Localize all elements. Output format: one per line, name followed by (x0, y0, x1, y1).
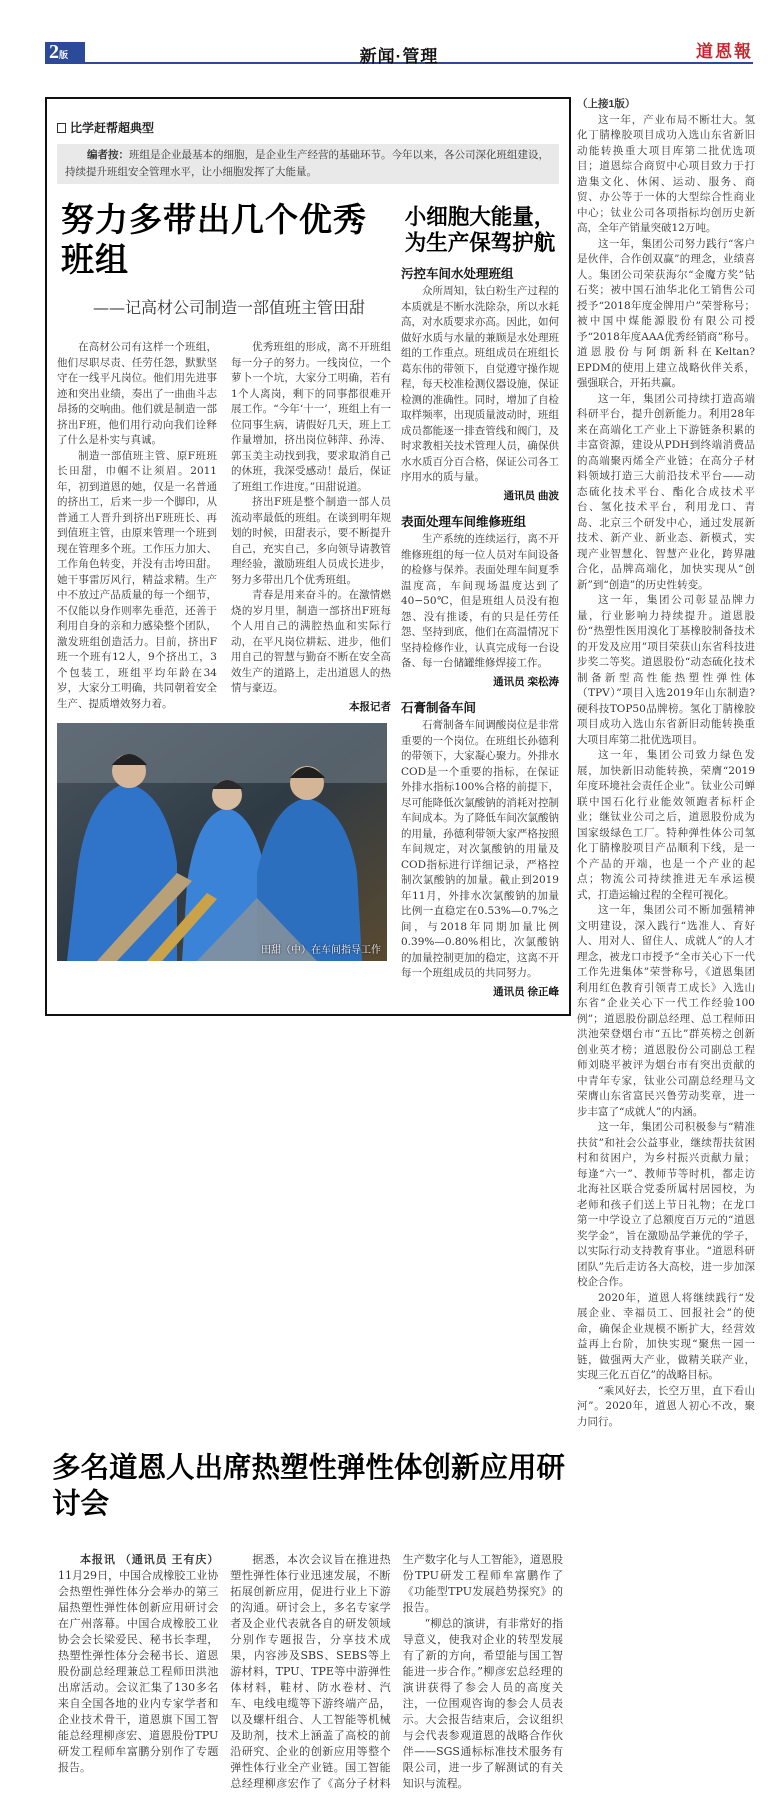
paragraph: 制造一部值班主管、原F班班长田甜，巾帼不让须眉。2011年，初到道恩的她，仅是一名普通的挤出工，后来一步一个脚印，从普通工人晋升到挤出F班班长、再到值班主管，由原来管理一个班到现在管理多个班。工作压力加大、工作角色转变，并没有击垮田甜。她干事雷厉风行，精益求精。生产中不放过产品质量的每一个细节，不仅能以身作则率先垂范，还善于利用自身的亲和力感染整个团队，激发班组创造活力。目前，挤出F班一个班有12人，9个挤出工，3个包装工，班组平均年龄在34岁，大家分工明确，共同朝着安全生产、提质增效努力着。 (57, 449, 217, 710)
paragraph: 生产系统的连续运行，离不开维修班组的每一位人员对车间设备的检修与保养。表面处理车间夏季温度高，车间现场温度达到了40−50℃，但是班组人员没有抱怨、没有推诿，有的只是任劳任怨、坚持到底，他们在高温情况下坚持检修作业，认真完成每一台设备、每一台储罐维修焊接工作。 (401, 533, 559, 669)
paragraph: 青春是用来奋斗的。在激情燃烧的岁月里，制造一部挤出F班每个人用自己的满腔热血和实际行动，在平凡岗位耕耘、进步，他们用自己的智慧与勤奋不断在安全高效生产的道路上，走出道恩人的热情与豪迈。 (231, 589, 391, 694)
story3-body (58, 1552, 563, 1792)
paragraph: “柳总的演讲，有非常好的指导意义，使我对企业的转型发展有了新的方向，希望能与国工智能进一步合作。”柳彦宏总经理的演讲获得了参会人员的高度关注，一位围观咨询的参会人员表示。大会报告结束后，会议组织与会代表参观道恩的战略合作伙伴——SGS通标标准技术服务有限公司，进一步了解测试的有关知识与流程。 (402, 1617, 563, 1790)
masthead (45, 42, 753, 64)
workshop-photo (57, 723, 387, 961)
paragraph: 据悉，本次会议旨在推进热塑性弹性体行业迅速发展，不断拓展创新应用，促进行业上下游的沟通。研讨会上，多名专家学者及企业代表就各自的研发领域分别作专题报告，分享技术成果，内容涉及SBS、SEBS等上游材料，TPU、TPE等中游弹性体材料，鞋材、防水卷材、汽车、电线电缆等下游终端产品，以及螺杆组合、人工智能等机械及助剂，技术上涵盖了高校的前沿研究、企业的创新应用等整个弹性体行业全产业链。国工智能总经理柳彦宏作了《高分子材料生产数字化与人工智能》，道恩股份TPU研发工程师牟富鹏作了《功能型TPU发展趋势探究》的报告。 (230, 1553, 563, 1790)
paragraph: 这一年，产业布局不断壮大。氢化丁腈橡胶项目成功入选山东省新旧动能转换重大项目库第二批优选项目；道恩综合商贸中心项目致力于打造集文化、休闲、运动、服务、商贸、办公等于一体的大型综合性商业中心；钛业公司各项指标均创历史新高，全年产销量突破12万吨。 (577, 113, 755, 234)
byline: 本报记者 (349, 700, 391, 713)
section-heading: 石膏制备车间 (401, 701, 477, 715)
editor-note-label: 编者按： (87, 149, 129, 161)
story2 (401, 200, 559, 1000)
section-heading: 表面处理车间维修班组 (401, 515, 527, 529)
headline-story2: 小细胞大能量，为生产保驾护航 (404, 205, 556, 255)
paragraph-text: 11月29日，中国合成橡胶工业协会热塑性弹性体分会举办的第三届热塑性弹性体创新应用研讨会在广州落幕。中国合成橡胶工业协会会长梁爱民、秘书长李理，热塑性弹性体分会秘书长、道恩股份副总经理兼总工程师田洪池出席活动。会议汇集了130多名来自全国各地的业内专家学者和企业技术骨干，道恩旗下国工智能总经理柳彦宏、道恩股份TPU研发工程师牟富鹏分别作了专题报告。 (58, 1569, 219, 1774)
paragraph: 众所周知，钛白粉生产过程的本质就是不断水洗除杂，所以水耗高，对水质要求亦高。因此，如何做好水质与水量的兼顾是水处理班组的工作重点。班组成员在班组长葛东伟的带领下，自觉遵守操作规程，每天校准检测仪器设施，保证检测的准确性。同时，增加了自检取样频率，出现质量波动时，班组成员都能逐一排查管线和阀门，及时求教相关技术管理人员，确保供水水质百分百合格，保证公司各工序用水的质与量。 (401, 285, 559, 483)
paragraph: 这一年，集团公司彰显品牌力量，行业影响力持续提升。道恩股份“热塑性医用溴化丁基橡胶制备技术的开发及应用”项目荣获山东省科技进步奖二等奖。道恩股份“动态硫化技术制备新型高性能热塑性弹性体（TPV）”项目入选2019年山东制造?硬科技TOP50品牌榜。氢化丁腈橡胶项目成功入选山东省新旧动能转换重大项目库第二批优选项目。 (577, 594, 755, 746)
headline-story1: 努力多带出几个优秀班组 (61, 201, 367, 278)
paragraph: 优秀班组的形成，离不开班组每一分子的努力。一线岗位，一个萝卜一个坑，大家分工明确，若有1个人离岗，剩下的同事都很难开展工作。“今年‘十一’，班组上有一位同事生病，请假好几天，班上工作量增加，挤出岗位韩萍、孙涛、郭玉美主动找到我，要求取消自己的休班，我深受感动！最后，保证了班组工作进度。”田甜说道。 (231, 341, 391, 493)
paragraph: 这一年，集团公司持续打造高端科研平台，提升创新能力。利用28年来在高端化工产业上下游链条积累的丰富资源，建设从PDH到终端消费品的高端聚丙烯全产业链；在高分子材料领域打造三大前沿技术平台——动态硫化技术平台、酯化合成技术平台、氢化技术平台，利用龙口、青岛、北京三个研发中心，通过发展新技术、新产业、新业态、新模式，实现产业智慧化、智慧产业化，跨界融合化，品牌高端化，加快实现从“创新”到“创造”的历史性转变。 (577, 392, 755, 591)
feature-grid (57, 200, 559, 1000)
main-area (45, 97, 753, 1430)
photo-frame (57, 723, 387, 961)
checkbox-square-icon (57, 123, 66, 133)
byline: 通讯员 曲波 (503, 489, 559, 502)
paragraph: 在高材公司有这样一个班组，他们尽职尽责、任劳任怨，默默坚守在一线平凡岗位。他们用先进事迹和突出业绩，奏出了一曲曲斗志昂扬的交响曲。他们就是制造一部挤出F班，他们用行动向我们诠释了什么是朴实与真诚。 (57, 341, 217, 446)
kicker-text: 比学赶帮超典型 (70, 121, 155, 135)
paragraph: 石膏制备车间调酸岗位是非常重要的一个岗位。在班组长孙德利的带领下，大家凝心聚力。外排水COD是一个重要的指标，在保证外排水指标100%合格的前提下，尽可能降低次氯酸钠的消耗对控制车间成本。为了降低车间次氯酸钠的用量，孙德利带领大家严格按照车间规定，对次氯酸钠的用量及COD指标进行详细记录，严格控制次氯酸钠的加量。截止到2019年11月，外排水次氯酸钠的加量比例一直稳定在0.53%—0.7%之间，与2018年同期加量比例0.39%—0.80%相比，次氯酸钠的加量控制更加的稳定，这离不开每一个班组成员的共同努力。 (401, 719, 559, 979)
paragraph: 这一年，集团公司努力践行“客户是伙伴，合作创双赢”的理念，业绩喜人。集团公司荣获海尔“金魔方奖”钻石奖；被中国石油华北化工销售公司授予“2018年度金牌用户”荣誉称号；被中国中煤能源股份有限公司授予“2018年度AAA优秀经销商”称号。道恩股份与阿朗新科在Keltan?EPDM的使用上建立战略伙伴关系，强强联合，开拓共赢。 (577, 237, 755, 389)
paragraph (58, 1552, 218, 1776)
editor-note-text: 班组是企业最基本的细胞，是企业生产经营的基础环节。今年以来，各公司深化班组建设，持续提升班组安全管理水平，让小细胞发挥了大能量。 (65, 149, 549, 178)
byline: 通讯员 徐正峰 (493, 985, 559, 998)
paragraph: “乘风好去，长空万里，直下看山河”。2020年，道恩人初心不改，聚力同行。 (577, 1384, 755, 1428)
paragraph: 2020年，道恩人将继续践行“发展企业、幸福员工、回报社会”的使命，确保企业规模不断扩大，经营效益再上台阶，加快实现“聚焦一园一链，做强两大产业，做精关联产业，实现三化五百亿”的战略目标。 (577, 1291, 755, 1381)
headline-story3: 多名道恩人出席热塑性弹性体创新应用研讨会 (52, 1452, 566, 1520)
section-heading: 污控车间水处理班组 (401, 267, 514, 281)
paragraph: 这一年，集团公司不断加强精神文明建设，深入践行“选准人、育好人、用对人、留住人、成就人”的人才理念，被龙口市授予“全市关心下一代工作先进集体”荣誉称号，《道恩集团利用红色教育引领青工成长》入选山东省“企业关心下一代工作经验100例”；道恩股份副总经理、总工程师田洪池荣登烟台市“五比”群英榜之创新创业英才榜；道恩股份公司副总工程师刘晓平被评为烟台市有突出贡献的中青年专家，钛业公司副总经理马文荣膺山东省富民兴鲁劳动奖章，进一步丰富了“成就人”的内涵。 (577, 904, 755, 1118)
story2-body (401, 266, 559, 1000)
feature-box (45, 97, 571, 1016)
story1-body (57, 340, 391, 715)
editor-note (57, 144, 559, 184)
story1 (57, 200, 391, 961)
page-number-badge (45, 42, 85, 62)
paragraph: 挤出F班是整个制造一部人员流动率最低的班组。在谈到明年规划的时候，田甜表示，要不断提升自己，充实自己，多向领导请教管理经验，激励班组人员成长进步，努力多带出几个优秀班组。 (231, 496, 391, 586)
subhead-story1: ——记高材公司制造一部值班主管田甜 (93, 298, 366, 317)
paragraph: 这一年，集团公司致力绿色发展，加快新旧动能转换，荣膺“2019年度环境社会责任企业”。钛业公司蝉联中国石化行业能效领跑者标杆企业；继钛业公司之后，道恩股份成为国家级绿色工厂。特种弹性体公司氢化丁腈橡胶项目产品顺利下线，是一个产品的开端，也是一个产业的起点；物流公司持续推进无车承运模式，打造运输过程的全程可视化。 (577, 749, 755, 901)
dateline: 本报讯 （通讯员 王有庆） (80, 1554, 219, 1566)
section-title: 新闻·管理 (359, 47, 439, 66)
byline: 通讯员 栾松涛 (493, 675, 559, 688)
continued-label: （上接1版） (577, 98, 636, 110)
page-suffix: 版 (59, 50, 69, 60)
column-kicker (57, 119, 559, 136)
continued-column (577, 97, 755, 1430)
paragraph: 这一年，集团公司积极参与“精准扶贫”和社会公益事业，继续帮扶贫困村和贫困户，为乡村振兴贡献力量；每逢“六一”、教师节等时机，都走访北海社区联合党委所属村居园校，为老师和孩子们送上节日礼物；在龙口第一中学设立了总额度百万元的“道恩奖学金”，旨在激励品学兼优的学子，以实际行动支持教育事业。“道恩科研团队”先后走访各大高校，进一步加深校企合作。 (577, 1121, 755, 1288)
photo-caption: 田甜（中）在车间指导工作 (261, 945, 381, 956)
page-number: 2 (49, 41, 59, 63)
newspaper-logo: 道恩報 (696, 42, 753, 62)
